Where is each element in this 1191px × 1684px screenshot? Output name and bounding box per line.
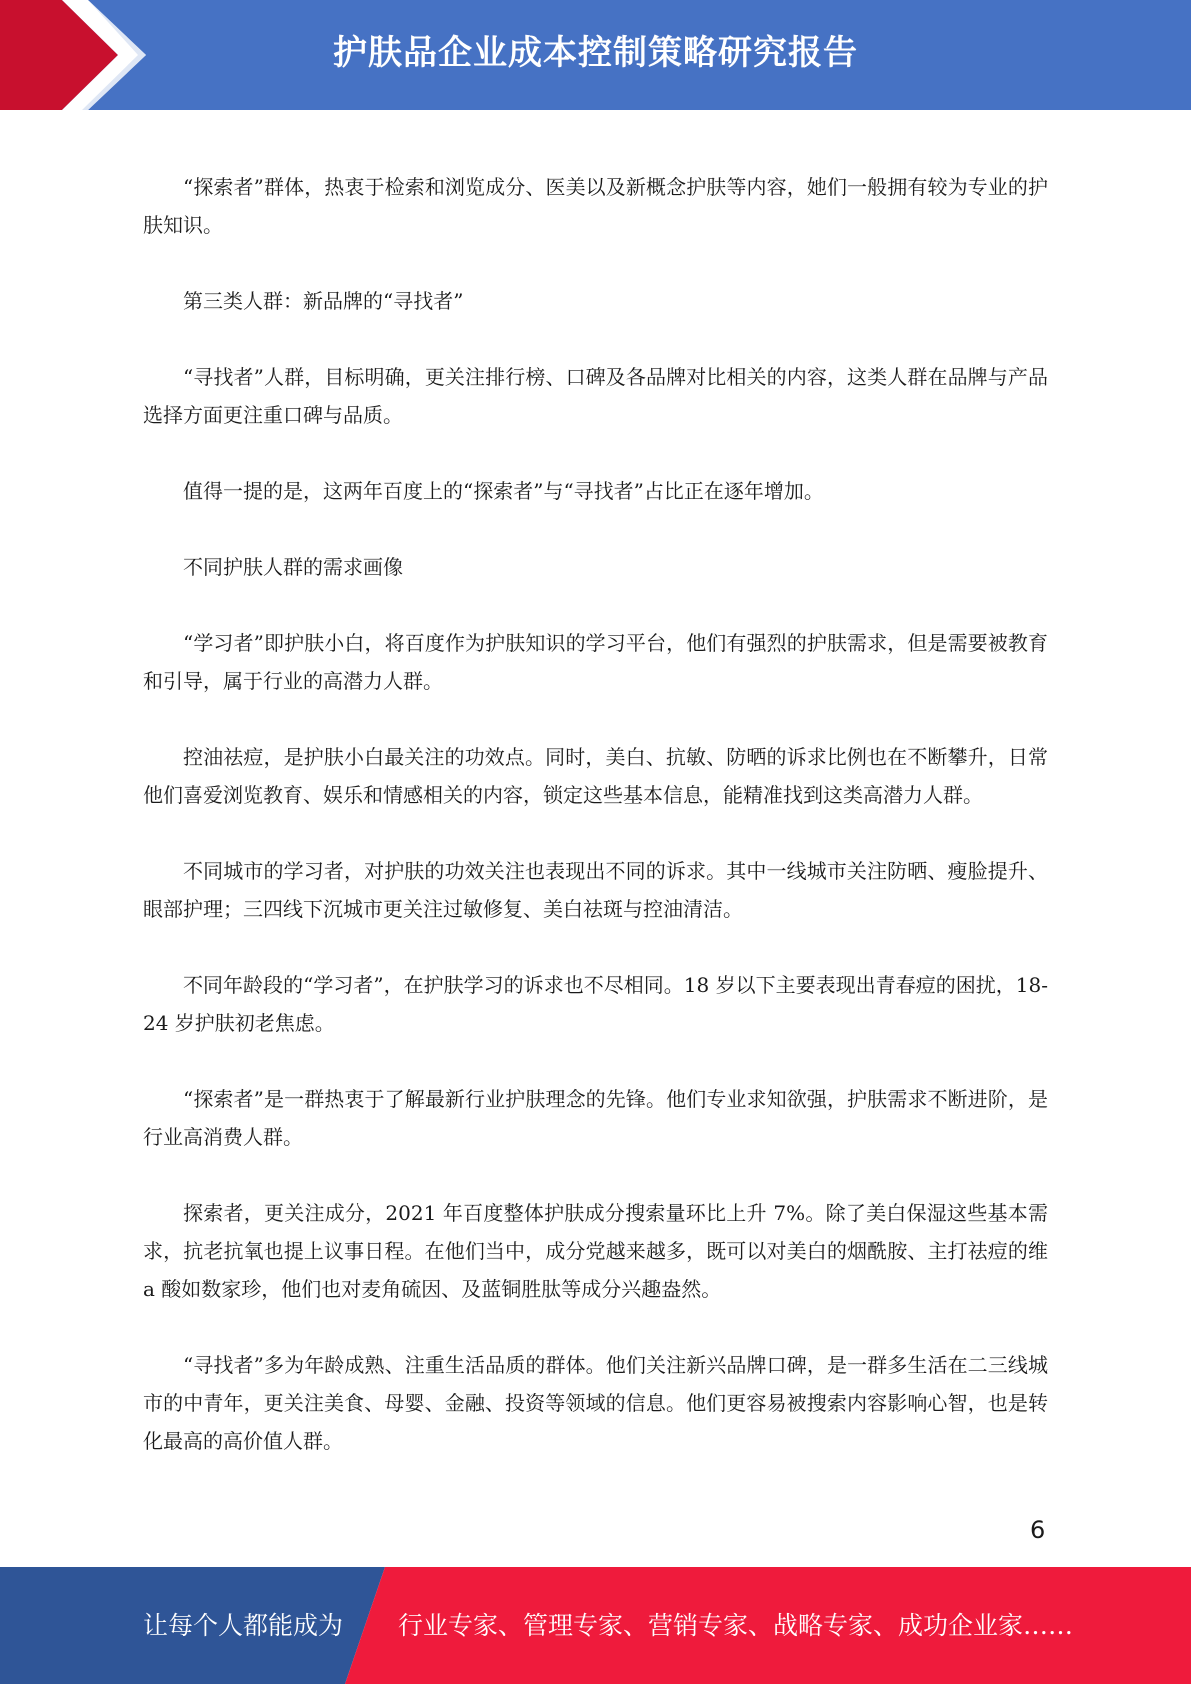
document-body [143,168,1048,1498]
paragraph: 探索者，更关注成分，2021 年百度整体护肤成分搜索量环比上升 7%。除了美白保湿这些基本需求，抗老抗氧也提上议事日程。在他们当中，成分党越来越多，既可以对美白的烟酰胺、主打祛痘的维 a 酸如数家珍，他们也对麦角硫因、及蓝铜胜肽等成分兴趣盎然。 [143,1201,1048,1301]
section-heading: 第三类人群：新品牌的“寻找者” [183,289,464,313]
page-footer [0,1567,1191,1684]
page-number: 6 [1030,1516,1046,1544]
paragraph: 值得一提的是，这两年百度上的“探索者”与“寻找者”占比正在逐年增加。 [183,479,824,503]
page-header [0,0,1191,110]
paragraph: “寻找者”多为年龄成熟、注重生活品质的群体。他们关注新兴品牌口碑，是一群多生活在二三线城市的中青年，更关注美食、母婴、金融、投资等领域的信息。他们更容易被搜索内容影响心智，也是转化最高的高价值人群。 [143,1353,1048,1453]
paragraph: “寻找者”人群，目标明确，更关注排行榜、口碑及各品牌对比相关的内容，这类人群在品牌与产品选择方面更注重口碑与品质。 [143,365,1048,427]
paragraph: “探索者”是一群热衷于了解最新行业护肤理念的先锋。他们专业求知欲强，护肤需求不断进阶，是行业高消费人群。 [143,1087,1048,1149]
paragraph: “学习者”即护肤小白，将百度作为护肤知识的学习平台，他们有强烈的护肤需求，但是需要被教育和引导，属于行业的高潜力人群。 [143,631,1048,693]
paragraph: 不同年龄段的“学习者”，在护肤学习的诉求也不尽相同。18 岁以下主要表现出青春痘的困扰，18-24 岁护肤初老焦虑。 [143,973,1048,1035]
footer-slogan-left: 让每个人都能成为 [143,1611,344,1640]
paragraph: “探索者”群体，热衷于检索和浏览成分、医美以及新概念护肤等内容，她们一般拥有较为专业的护肤知识。 [143,175,1048,237]
page-title: 护肤品企业成本控制策略研究报告 [333,33,858,73]
footer-slogan-right: 行业专家、管理专家、营销专家、战略专家、成功企业家…… [398,1611,1074,1640]
paragraph: 不同城市的学习者，对护肤的功效关注也表现出不同的诉求。其中一线城市关注防晒、瘦脸提升、眼部护理；三四线下沉城市更关注过敏修复、美白祛斑与控油清洁。 [143,859,1048,921]
paragraph: 控油祛痘，是护肤小白最关注的功效点。同时，美白、抗敏、防晒的诉求比例也在不断攀升，日常他们喜爱浏览教育、娱乐和情感相关的内容，锁定这些基本信息，能精准找到这类高潜力人群。 [143,745,1048,807]
section-heading: 不同护肤人群的需求画像 [183,555,403,579]
